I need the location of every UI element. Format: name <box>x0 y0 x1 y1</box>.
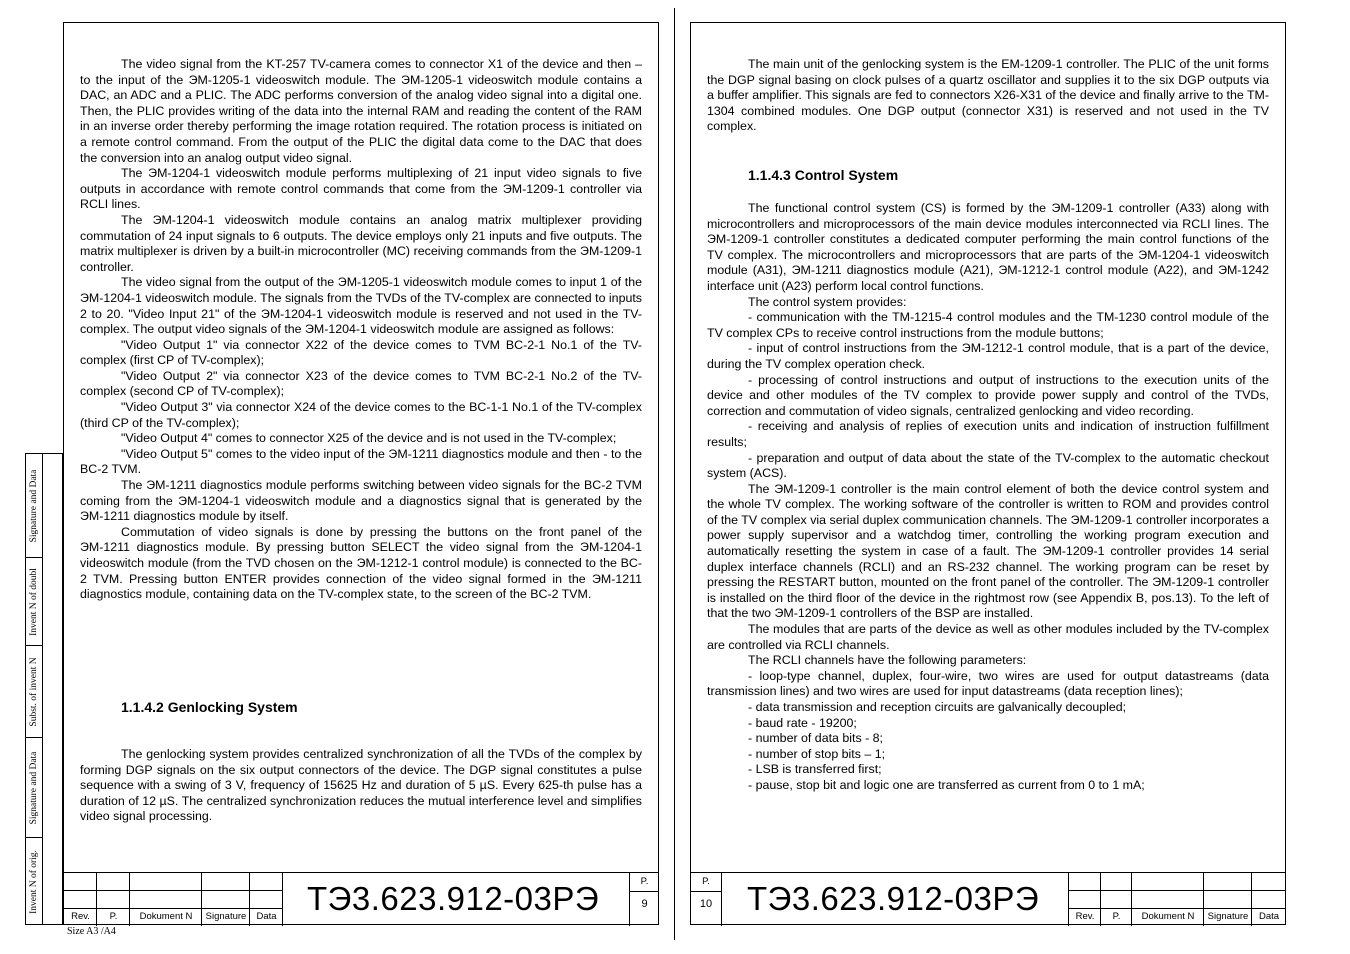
side-label: Subst. of invent N <box>29 656 39 727</box>
page-divider <box>674 8 675 940</box>
p-label: P. <box>109 911 118 922</box>
paragraph: The ЭМ-1209-1 controller is the main control element of both the device control system and the whole TV complex. The working software of the controller is written to ROM and provides control of the TV complex via serial duplex communication channels. The ЭМ-1209-1 controller incorporates a power supply supervisor and a watchdog timer, controlling the working program execution and automatically resetting the system in case of a fault. The ЭМ-1209-1 controller provides 14 serial duplex interface channels (RCLI) and an RS-232 channel. The working program can be reset by pressing the RESTART button, mounted on the front panel of the controller. The ЭМ-1209-1 controller is installed on the third floor of the device in the rightmost row (see Appendix B, pos.13). To the left of that the two ЭМ-1209-1 controllers of the BSP are installed. <box>707 481 1269 621</box>
paragraph: - loop-type channel, duplex, four-wire, two wires are used for output datastreams (data transmission lines) and two wires are used for input datastreams (data reception lines); <box>707 668 1269 699</box>
paragraph: - number of stop bits – 1; <box>748 746 886 761</box>
page-number: 9 <box>641 898 648 910</box>
paragraph: - pause, stop bit and logic one are transferred as current from 0 to 1 mA; <box>748 777 1145 792</box>
paragraph: The functional control system (CS) is formed by the ЭМ-1209-1 controller (A33) along with microcontrollers and microprocessors of the main device modules interconnected via RCLI lines. The ЭМ-1209-1 controller constitutes a dedicated computer performing the main control functions of the TV complex. The microcontrollers and microprocessors that are parts of the ЭМ-1204-1 videoswitch module (A31), ЭМ-1211 diagnostics module (A21), ЭМ-1212-1 control module (A22), and ЭМ-1242 interface unit (A23) perform local control functions. <box>707 201 1269 293</box>
paragraph: The video signal from the KT-257 TV-camera comes to connector X1 of the device and then – to the input of the ЭМ-1205-1 videoswitch module. The ЭМ-1205-1 videoswitch module contains a DAC, an ADC and a PLIC. The ADC performs conversion of the analog video signal into a digital one. Then, the PLIC provides writing of the data into the internal RAM and reading the content of the RAM in an inverse order thereby performing the image rotation required. The rotation process is initiated on a remote control command. From the output of the PLIC the digital data come to the DAC that does the conversion into an analog output video signal. <box>80 57 642 165</box>
rev-label: Rev. <box>1075 911 1095 922</box>
rev-label: Rev. <box>71 911 90 922</box>
page-number: 10 <box>699 898 713 910</box>
document-code: ТЭ3.623.912-03РЭ <box>307 880 600 917</box>
left-page <box>63 22 659 925</box>
side-stamp-strip <box>25 453 63 925</box>
paragraph: The genlocking system provides centralized synchronization of all the TVDs of the complex by forming DGP signals on the six output connectors of the device. The DGP signal constitutes a pulse sequence with a swing of 3 V, frequency of 15625 Hz and duration of 5 µS. Every 625-th pulse has a duration of 12 µS. The centralized synchronization reduces the mutual interference level and simplifies video signal processing. <box>80 747 642 824</box>
paragraph: - LSB is transferred first; <box>748 762 882 777</box>
paragraph: The modules that are parts of the device as well as other modules included by the TV-complex are controlled via RCLI channels. <box>707 622 1269 652</box>
paragraph: - input of control instructions from the ЭМ-1212-1 control module, that is a part of the device, during the TV complex operation check. <box>707 341 1269 371</box>
title-block <box>64 872 659 925</box>
left-body-text <box>80 57 642 603</box>
right-page <box>690 22 1286 925</box>
size-label: Size A3 /A4 <box>67 926 116 937</box>
paragraph: "Video Output 2" via connector X23 of the device comes to TVM BC-2-1 No.2 of the TV-complex (second CP of TV-complex); <box>80 368 642 399</box>
document-label: Dokument N <box>1141 911 1195 922</box>
right-body-text <box>707 201 1269 794</box>
paragraph: "Video Output 5" comes to the video input of the ЭМ-1211 diagnostics module and then - to the BC-2 TVM. <box>80 446 642 477</box>
section-heading: 1.1.4.3 Control System <box>748 167 899 183</box>
paragraph: The RCLI channels have the following parameters: <box>748 653 1027 668</box>
signature-label: Signature <box>1207 911 1249 922</box>
data-label: Data <box>256 911 277 922</box>
paragraph: "Video Output 4" comes to connector X25 of the device and is not used in the TV-complex; <box>121 431 617 446</box>
paragraph: The ЭМ-1211 diagnostics module performs switching between video signals for the BC-2 TVM coming from the ЭМ-1204-1 videoswitch module and a diagnostics signal that is generated by the ЭМ-1211 diagnostics module by itself. <box>80 478 642 524</box>
paragraph: - processing of control instructions and output of instructions to the execution units of the device and other modules of the TV complex to provide power supply and control of the TVDs, correction and commutation of video signals, centralized genlocking and video recording. <box>707 372 1269 418</box>
paragraph: - receiving and analysis of replies of execution units and indication of instruction fulfillment results; <box>707 419 1269 449</box>
signature-label: Signature <box>205 911 247 922</box>
right-intro-text <box>707 57 1269 135</box>
side-label: Invent N of orig. <box>29 849 39 914</box>
paragraph: Commutation of video signals is done by pressing the buttons on the front panel of the ЭМ-1211 diagnostics module. By pressing button SELECT the video signal from the ЭМ-1204-1 videoswitch module (from the TVD chosen on the ЭМ-1212-1 control module) is connected to the BC-2 TVM. Pressing button ENTER provides connection of the video signal formed in the ЭМ-1211 diagnostics module, containing data on the TV-complex state, to the screen of the BC-2 TVM. <box>80 524 642 602</box>
paragraph: The control system provides: <box>748 294 907 309</box>
paragraph: - preparation and output of data about the state of the TV-complex to the automatic checkout system (ACS). <box>707 450 1269 481</box>
page-label: P. <box>702 876 710 887</box>
paragraph: The main unit of the genlocking system is the EM-1209-1 controller. The PLIC of the unit forms the DGP signal basing on clock pulses of a quartz oscillator and supplies it to the six DGP outputs via a buffer amplifier. This signals are fed to connectors X26-X31 of the device and finally arrive to the TM-1304 combined modules. One DGP output (connector X31) is reserved and not used in the TV complex. <box>707 57 1270 134</box>
paragraph: The ЭМ-1204-1 videoswitch module performs multiplexing of 21 input video signals to five outputs in accordance with remote control commands that come from the ЭМ-1209-1 controller via RCLI lines. <box>80 166 642 212</box>
page-label: P. <box>640 876 649 887</box>
side-label: Signature and Data <box>29 469 39 542</box>
paragraph: - baud rate - 19200; <box>748 715 857 730</box>
section-heading: 1.1.4.2 Genlocking System <box>121 699 298 715</box>
genlock-text <box>80 747 642 825</box>
document-label: Dokument N <box>139 911 193 922</box>
paragraph: - data transmission and reception circuits are galvanically decoupled; <box>748 700 1127 714</box>
paragraph: "Video Output 3" via connector X24 of the device comes to the BC-1-1 No.1 of the TV-complex (third CP of the TV-complex); <box>80 400 642 430</box>
paragraph: - number of data bits - 8; <box>748 731 883 746</box>
document-code: ТЭ3.623.912-03РЭ <box>747 880 1040 917</box>
title-block <box>691 872 1286 925</box>
paragraph: - communication with the TM-1215-4 control modules and the TM-1230 control module of the TV complex CPs to receive control instructions from the module buttons; <box>707 310 1269 340</box>
data-label: Data <box>1258 911 1280 922</box>
paragraph: "Video Output 1" via connector X22 of the device comes to TVM BC-2-1 No.1 of the TV-complex (first CP of TV-complex); <box>80 337 642 368</box>
paragraph: The video signal from the output of the ЭМ-1205-1 videoswitch module comes to input 1 of the ЭМ-1204-1 videoswitch module. The signals from the TVDs of the TV-complex are connected to inputs 2 to 20. "Video Input 21" of the ЭМ-1204-1 videoswitch module is reserved and not used in the TV-complex. The output video signals of the ЭМ-1204-1 videoswitch module are assigned as follows: <box>80 275 642 337</box>
paragraph: The ЭМ-1204-1 videoswitch module contains an analog matrix multiplexer providing commutation of 24 input signals to 6 outputs. The device employs only 21 inputs and five outputs. The matrix multiplexer is driven by a built-in microcontroller (MC) receiving commands from the ЭМ-1209-1 controller. <box>80 212 642 274</box>
side-label: Signature and Data <box>29 751 39 824</box>
p-label: P. <box>1112 911 1121 922</box>
side-label: Invent N of doubl <box>29 567 39 636</box>
